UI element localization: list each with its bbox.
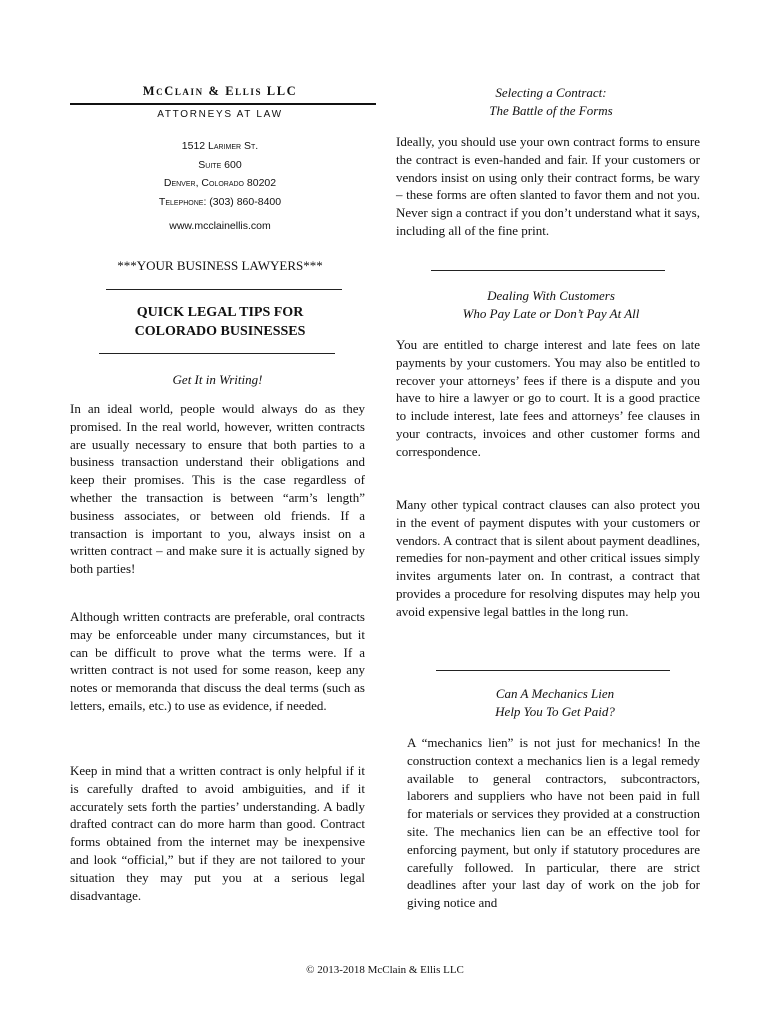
title-line-1: QUICK LEGAL TIPS FOR (136, 305, 304, 320)
divider (99, 353, 335, 354)
firm-subtitle: ATTORNEYS AT LAW (157, 109, 283, 120)
paragraph-lien-1: A “mechanics lien” is not just for mechanics! In the construction context a mechanics lien is a legal remedy available to general contractors, subcontractors, laborers and suppliers who have not been paid in full for materials or services they provided at a construction site. The mechanics lien can be an effective tool for enforcing payment, but only if statutory procedures are carefully followed. In particular, there are strict deadlines after your last day of work on the job for giving notice and (407, 735, 700, 911)
heading-line-2: The Battle of the Forms (489, 103, 613, 118)
heading-line-2: Help You To Get Paid? (495, 704, 615, 719)
paragraph-selecting-1: Ideally, you should use your own contract forms to ensure the contract is even-handed and fair. If your customers or vendors insist on using only their contract forms, be wary – these forms are often slanted to favor them and not you. Never sign a contract if you don’t understand what it says, including all of the fine print. (396, 134, 700, 238)
heading-line-1: Dealing With Customers (487, 288, 615, 303)
telephone: Telephone: (303) 860-8400 (158, 195, 282, 208)
address-line-city: Denver, Colorado 80202 (163, 177, 277, 189)
section-heading-mechanics-lien (396, 685, 714, 721)
paragraph-writing-3: Keep in mind that a written contract is only helpful if it is carefully drafted to avoid ambiguities, and if it accurately sets forth the parties’ understanding. A badly drafted contract can do more harm than good. Contract forms obtained from the internet may be inexpensive and look “official,” but if they are not tailored to your situation they may put you at a serious legal disadvantage. (70, 763, 365, 903)
section-heading-selecting-contract (396, 84, 706, 120)
website-link[interactable]: www.mcclainellis.com (169, 220, 271, 232)
slogan: ***YOUR BUSINESS LAWYERS*** (117, 258, 323, 273)
address-line-suite: Suite 600 (198, 158, 242, 171)
heading-line-1: Can A Mechanics Lien (495, 686, 615, 701)
paragraph-writing-2: Although written contracts are preferable, oral contracts may be enforceable under many circumstances, but it can be difficult to prove what the terms were. If a written contract is not used for some reason, keep any notes or memoranda that discuss the deal terms (such as letters, emails, etc.) to use as evidence, if needed. (70, 609, 365, 713)
section-heading-get-it-in-writing: Get It in Writing! (172, 372, 263, 387)
divider (436, 670, 670, 671)
paragraph-late-2: Many other typical contract clauses can also protect you in the event of payment disputes with your customers or vendors. A contract that is silent about payment deadlines, remedies for non-payment and other critical issues simply invites arguments later on. In contrast, a contract that provides a procedure for resolving disputes may help you avoid expensive legal battles in the long run. (396, 497, 700, 619)
letterhead-rule (70, 103, 376, 105)
section-heading-late-payers (396, 287, 706, 323)
heading-line-2: Who Pay Late or Don’t Pay At All (462, 306, 640, 321)
page-title (70, 303, 370, 341)
copyright-footer: © 2013-2018 McClain & Ellis LLC (306, 964, 464, 976)
firm-name: McClain & Ellis LLC (142, 84, 298, 98)
divider (431, 270, 665, 271)
divider (106, 289, 342, 290)
title-line-2: COLORADO BUSINESSES (134, 324, 306, 339)
firm-address (70, 137, 370, 211)
paragraph-late-1: You are entitled to charge interest and late fees on late payments by your customers. You may also be entitled to recover your attorneys’ fees if there is a dispute and you have to hire a lawyer or go to court. It is a good practice to include interest, late fees and attorneys’ fee clauses in your contracts, invoices and other customer forms and correspondence. (396, 337, 700, 459)
paragraph-writing-1: In an ideal world, people would always do as they promised. In the real world, however, written contracts are usually necessary to ensure that both parties to a business transaction understand their obligations and keep their promises. This is the case regardless of whether the transaction is between “arm’s length” business associates, or between old friends. If a transaction is important to you, always insist on a written contract – and make sure it is actually signed by both parties! (70, 401, 365, 577)
heading-line-1: Selecting a Contract: (495, 85, 607, 100)
address-line-street: 1512 Larimer St. (181, 140, 259, 152)
